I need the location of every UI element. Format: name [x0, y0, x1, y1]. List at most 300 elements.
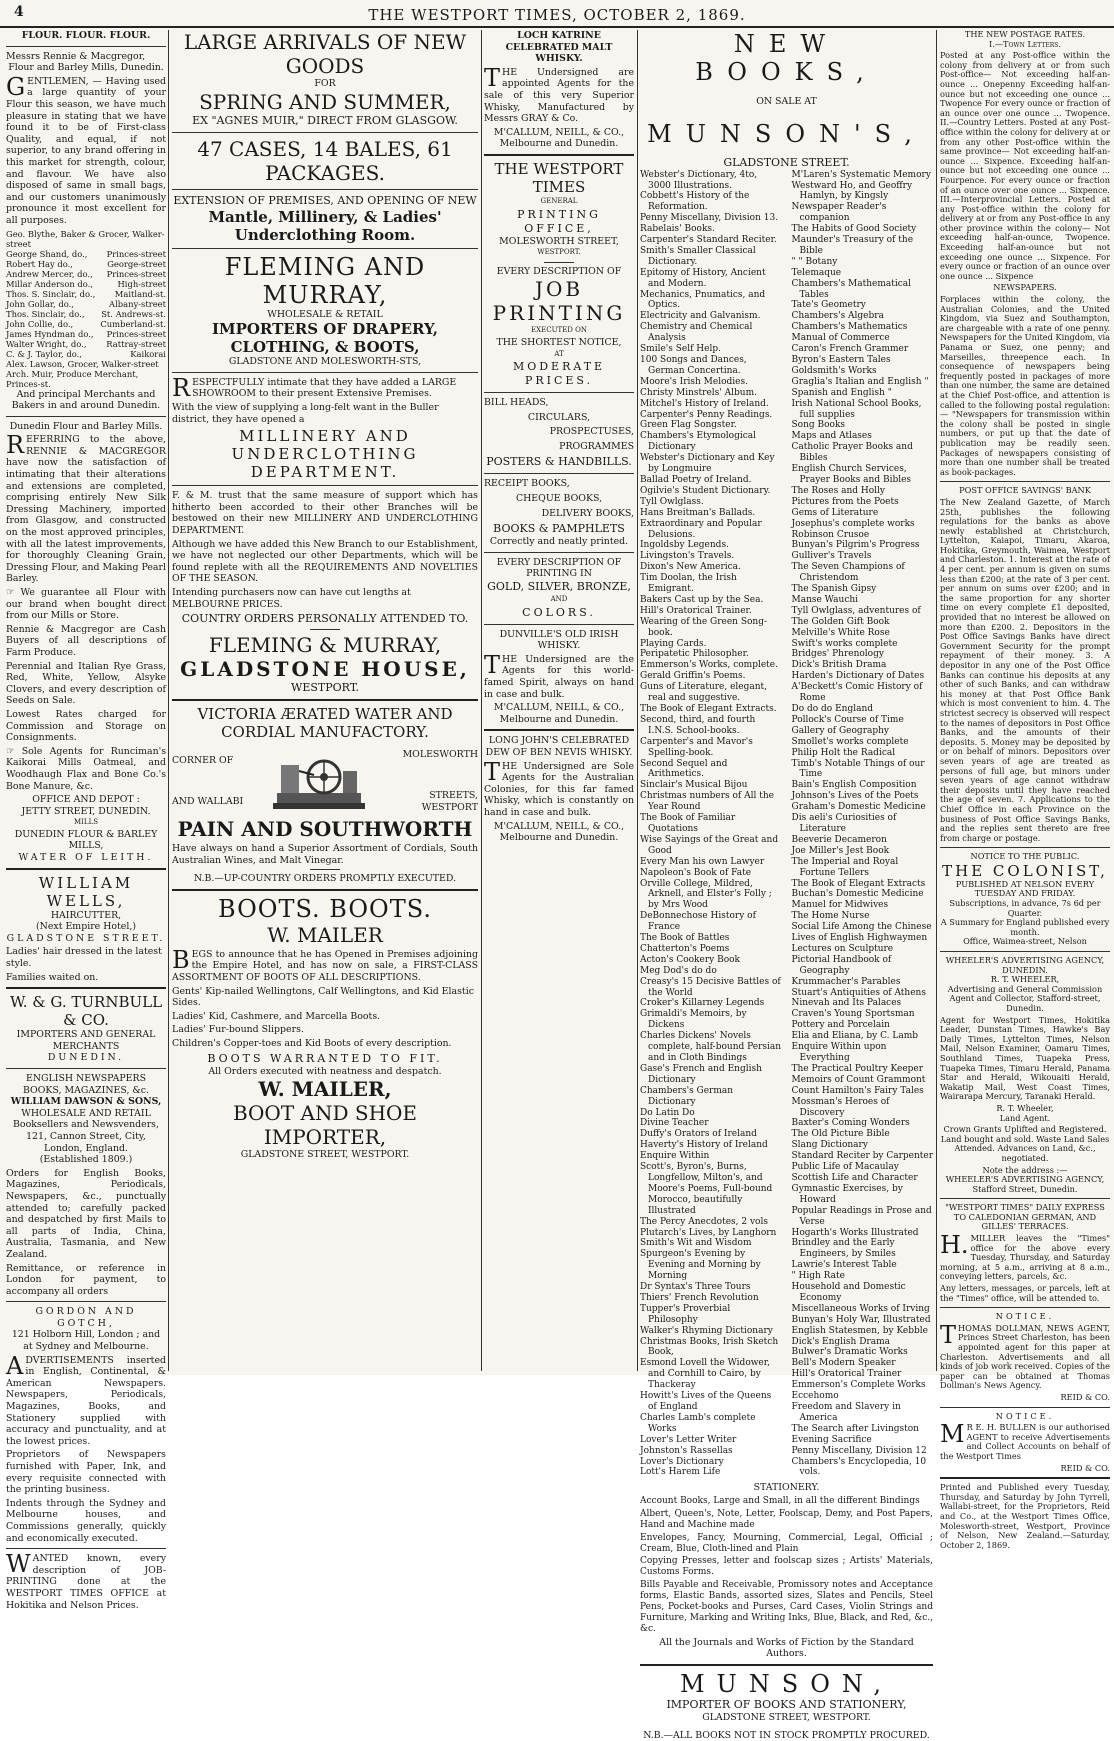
mantle-room: Mantle, Millinery, & Ladies' Underclothing Room. — [208, 207, 442, 244]
postage-heading: THE NEW POSTAGE RATES. — [964, 29, 1086, 39]
millinery-dept: MILLINERY AND UNDERCLOTHING DEPARTMENT. — [231, 427, 419, 482]
book-item: Moore's Irish Melodies. — [640, 376, 748, 387]
column-5 — [940, 29, 1110, 1550]
printing-office: PRINTING OFFICE, — [517, 207, 601, 235]
ladies-hair: Ladies' hair dressed in the latest style. — [6, 946, 162, 970]
print-item: PROSPECTUSES, — [549, 426, 634, 438]
gold-silver: GOLD, SILVER, BRONZE, — [487, 580, 631, 594]
book-item: Creasy's 15 Decisive Battles of the World — [640, 976, 781, 998]
book-item: Penny Miscellany, Division 12 — [791, 1445, 927, 1456]
rt-wheeler-2: R. T. Wheeler, — [996, 1102, 1054, 1113]
book-item: Gase's French and English Dictionary — [640, 1063, 762, 1085]
book-item: Beeverie Decameron — [791, 834, 887, 845]
book-item: Ninevah and Its Palaces — [791, 998, 902, 1009]
book-item: Hill's Oratorical Trainer. — [640, 605, 752, 616]
signer-row: Geo. Blythe, Baker & Grocer, Walker-street — [6, 228, 165, 249]
signer-row: Thos. Sinclair, do., St. Andrews-st. — [6, 308, 166, 319]
up-country: N.B.—UP-COUNTRY ORDERS PROMPTLY EXECUTED. — [193, 873, 457, 885]
nb-books: N.B.—ALL BOOKS NOT IN STOCK PROMPTLY PROCURED. — [643, 1729, 930, 1741]
book-item: The Practical Poultry Keeper — [791, 1063, 924, 1074]
pointing-hand-icon: ☞ — [6, 745, 22, 757]
book-item: Chambers's Mathematics — [791, 322, 908, 333]
book-item: The Book of Elegant Extracts — [791, 878, 926, 889]
book-item: The Imperial and Royal Fortune Tellers — [791, 856, 899, 878]
wheeler-agency: WHEELER'S ADVERTISING AGENCY, — [945, 1174, 1105, 1185]
book-item: A'Beckett's Comic History of Rome — [791, 682, 923, 704]
book-item: Tyll Owlglass, adventures of — [791, 605, 921, 616]
book-item: Grimaldi's Memoirs, by Dickens — [640, 1009, 747, 1031]
book-item: Webster's Dictionary and Key by Longmuire — [640, 453, 775, 475]
book-item: Bulwer's Dramatic Works — [791, 1347, 908, 1358]
book-item: Household and Domestic Economy — [791, 1282, 906, 1303]
next-empire: (Next Empire Hotel,) — [36, 921, 136, 933]
pointing-hand-icon: ☞ — [6, 587, 21, 598]
book-item: Christmas Books, Irish Sketch Book, — [640, 1336, 779, 1358]
haircutter: HAIRCUTTER, — [50, 909, 122, 921]
journals-text: All the Journals and Works of Fiction by the Standard Authors. — [659, 1636, 914, 1660]
children-boots: Children's Copper-toes and Kid Boots of every description. — [172, 1038, 452, 1050]
indents-text: Indents through the Sydney and Melbourne houses, and Commissions generally, quickly and economically executed. — [6, 1497, 166, 1544]
book-item: Telemaque — [791, 267, 842, 278]
remittance-text: Remittance, or reference in London for payment, to accompany all orders — [6, 1262, 166, 1297]
large-arrivals: LARGE ARRIVALS OF NEW GOODS — [183, 30, 467, 78]
page-header — [0, 0, 1114, 28]
book-item: Song Books — [791, 420, 846, 431]
book-item: Johnson's Lives of the Poets — [791, 791, 919, 802]
and-wallabi: AND WALLABI — [172, 796, 244, 808]
book-item: Haverty's History of Ireland — [640, 1140, 768, 1151]
masthead-title: THE WESTPORT TIMES, OCTOBER 2, 1869. — [368, 6, 746, 24]
stationery-item: Bills Payable and Receivable, Promissory notes and Acceptance forms, Elastic Bands, assorted sizes, Slates and Pencils, Steel Pens, Pocket-books and Purses, Card Cases, Violin Strings and Furniture, Marking and Writing Inks, Blue, Black, and Red, &c., &c. — [640, 1580, 933, 1634]
book-item: Josephus's complete works — [791, 518, 915, 529]
book-item: Bunyan's Pilgrim's Progress — [791, 540, 920, 551]
book-item: Harden's Dictionary of Dates — [791, 671, 925, 682]
book-item: Carpenter's Standard Reciter. — [640, 235, 777, 246]
executed-on: EXECUTED ON — [531, 326, 587, 335]
book-item: Christmas numbers of All the Year Round — [640, 791, 774, 813]
dollman-text: THOMAS DOLLMAN, NEWS AGENT, Princes Street Charleston, has been appointed agent for this paper at Charleston. Advertisements and all kinds of job work received. Copies of the paper can be obtained at Thomas Dollman's News Agency. — [940, 1320, 1110, 1391]
signers-list — [6, 229, 166, 389]
agnes-muir: EX "AGNES MUIR," DIRECT FROM GLASGOW. — [192, 113, 458, 127]
postage-text: Posted at any Post-office within the colony from delivery at or from such Post-office— Not exceeding half-an-ounce ... Onepenny Exceeding half-an-ounce but not exceeding one ounce ... Twopence For every ounce or fraction of an ounce over one ounce ... Twopence. II.—Country Letters. Posted at any Post-office within the colony for delivery at or from any other Post-office within the same province— Not exceeding half-an-ounce ... Sixpence. Exceeding half-an-ounce but not exceeding one ounce ... Fourpence. For every ounce or fraction of an ounce over one ounce ... Sixpence. III.—Interprovincial Letters. Posted at any Post-office within the colony for delivery at or from any Post-office in any other province within the colony— Not exceeding half-an-ounce, Twopence. Exceeding half-an-ounce but not exceeding one ounce ... Sixpence. For every ounce or fraction of an ounce over one ounce ... Sixpence — [940, 50, 1110, 281]
respectfully-text: RESPECTFULLY intimate that they have added a LARGE SHOWROOM to their present Extensive Premises. — [172, 373, 457, 402]
dunedin-flour-mills: DUNEDIN FLOUR & BARLEY MILLS, — [14, 828, 158, 852]
book-item: The Percy Anecdotes, 2 vols — [640, 1216, 768, 1227]
book-item: Goldsmith's Works — [791, 365, 877, 376]
mills-label: MILLS — [73, 818, 99, 827]
book-item: Christy Minstrels' Album. — [640, 387, 757, 398]
cordials-text: Have always on hand a Superior Assortment of Cordials, South Australian Wines, and Malt Vinegar. — [172, 843, 478, 866]
streets-westport: STREETS, WESTPORT — [421, 790, 478, 813]
book-item: Tim Doolan, the Irish Emigrant. — [640, 573, 737, 595]
book-item: Electricity and Galvanism. — [640, 311, 761, 322]
importer-books: IMPORTER OF BOOKS AND STATIONERY, — [666, 1698, 907, 1711]
every-description-2: EVERY DESCRIPTION OF — [496, 556, 622, 568]
book-item: Meg Dod's do do — [640, 965, 717, 976]
melbourne-3: Melbourne and Dunedin. — [499, 832, 619, 844]
ladies-fur: Ladies' Fur-bound Slippers. — [172, 1024, 304, 1036]
corner-of: CORNER OF — [172, 754, 234, 766]
book-item: Peripatetic Philosopher. — [640, 649, 749, 660]
book-item: Ogilvie's Student Dictionary. — [640, 485, 771, 496]
colonist-published: PUBLISHED AT NELSON EVERY TUESDAY AND FRIDAY. — [955, 878, 1095, 899]
dunville-undersigned: THE Undersigned are the Agents for this world-famed Spirit, always on hand in case and bulk. — [484, 650, 634, 700]
book-item: Sinclair's Musical Bijou — [640, 780, 748, 791]
signer-row: Walter Wright, do., Rattray-street — [6, 338, 166, 349]
land-agent: Land Agent. — [999, 1112, 1051, 1123]
printing-in: PRINTING IN — [526, 568, 592, 580]
stationery-item: Account Books, Large and Small, in all the different Bindings — [640, 1495, 920, 1506]
book-item: Graglia's Italian and English " — [791, 376, 929, 387]
signer-row: Millar Anderson do., High-street — [6, 278, 166, 289]
book-item: Duffy's Orators of Ireland — [640, 1129, 757, 1140]
colonist-office: Office, Waimea-street, Nelson — [963, 936, 1087, 947]
book-item: The Seven Champions of Christendom — [791, 562, 905, 584]
book-item: Manual of Commerce — [791, 333, 890, 344]
mccallum-1: M'CALLUM, NEILL, & CO., — [493, 126, 625, 138]
book-item: Caron's French Grammer — [791, 344, 909, 355]
book-item: Carpenter's Penny Readings. — [640, 409, 773, 420]
imprint: Printed and Published every Tuesday, Thursday, and Saturday by John Tyrrell, Wallabi-street, for the Proprietors, Reid and Co., at the Westport Times Office, Molesworth-street, Westport, Province of Nelson, New Zealand.—Saturday, October 2, 1869. — [940, 1482, 1110, 1550]
book-item: Every Man his own Lawyer — [640, 856, 765, 867]
advertisements-text: ADVERTISEMENTS inserted in English, Continental, & American Newspapers. Newspapers, Periodicals, Magazines, Books, and Stationery supplied with accuracy and punctuality, and at the lowest prices. — [6, 1351, 166, 1447]
for-label: FOR — [314, 78, 336, 89]
signer-row: George Shand, do., Princes-street — [6, 248, 166, 259]
cases-bales: 47 CASES, 14 BALES, 61 PACKAGES. — [197, 136, 453, 185]
testimonial-text: GENTLEMEN, — Having used a large quantity of your Flour this season, we have much pleasure in stating that we have found it to be of First-class Quality, and equal, if not superior, to any brand offering in this market for strength, colour, and flavour. We have also disposed of same in small bags, and our customers unanimously pronounce it most excellent for all purposes. — [6, 72, 166, 226]
book-item: Hans Breitman's Ballads. — [640, 507, 756, 518]
signer-row: John Gollar, do., Albany-street — [6, 298, 166, 309]
book-item: Napoleon's Book of Fate — [640, 867, 752, 878]
book-item: Freedom and Slavery in America — [791, 1402, 901, 1423]
rennie-sub: Flour and Barley Mills, Dunedin. — [8, 62, 164, 74]
book-item: Hogarth's Works Illustrated — [791, 1227, 919, 1238]
book-item: Green Flag Songster. — [640, 420, 737, 431]
book-item: Stuart's Antiquities of Athens — [791, 987, 926, 998]
book-item: Spurgeon's Evening by Evening and Morning by Morning — [640, 1249, 761, 1282]
agents-text: ☞ Sole Agents for Runciman's Kaikorai Mills Oatmeal, and Woodhaugh Flax and Bone Co.'s Bone Manure, &c. — [6, 745, 167, 792]
book-item: " " Botany — [791, 256, 838, 267]
mccallum-3: M'CALLUM, NEILL, & CO., — [493, 820, 625, 832]
savings-heading: POST OFFICE SAVINGS' BANK — [959, 485, 1091, 496]
gladstone-street: GLADSTONE STREET. — [6, 932, 166, 944]
book-item: Wearing of the Green Song-book. — [640, 616, 768, 638]
molesworth-street: MOLESWORTH STREET, — [499, 235, 619, 247]
book-item: Extraordinary and Popular Delusions. — [640, 518, 762, 540]
although-text: Although we have added this New Branch to our Establishment, we have not neglected our other Departments, which will be found replete with all the REQUIREMENTS AND NOVELTIES OF THE SEASON. — [172, 538, 478, 585]
book-item: Do do do England — [791, 704, 874, 714]
book-item: The Home Nurse — [791, 911, 870, 922]
rates-text: Lowest Rates charged for Commission and Storage on Consignments. — [6, 708, 166, 744]
savings-text: The New Zealand Gazette, of March 25th, publishes the following regulations for the banks as above newly established at Christchurch, Lyttelton, Kaiapoi, Timaru, Akaroa, Hokitika, Greymouth, Waimea, Westport and Charleston. 1. Interest at the rate of 4 per cent. per annum is given on sums less than £200; at the rate of 3 per cent. per annum on sums over £200; and in the same proportion for any shorter time on every complete £1 deposited, provided that no interest be allowed on more than £200. 2. Depositors in the Post Office Savings Banks have direct Government Security for the prompt repayment of their money. 3. A depositor in any one of the Post Office Banks can continue his deposits at any other of such Banks, and can withdraw his money at that Post Office Bank which is most convenient to him. 4. The strictest secrecy is observed will respect to the names of depositors in Post Office Banks, and the amounts of their deposits. 5. Money may be deposited by or on behalf of minors. Depositors over seven years of age are treated as persons of full age, but minors under seven years of age cannot withdraw their deposits until they have reached the age of seven. 7. Applications to the Chief Office in each Province on the business of Post Office Savings Banks, and the replies sent thereto are free from charge or postage. — [940, 496, 1110, 843]
book-item: Webster's Dictionary, 4to, 3000 Illustrations. — [640, 169, 758, 191]
book-item: 100 Songs and Dances, German Concertina. — [640, 355, 747, 376]
all-orders: All Orders executed with neatness and despatch. — [208, 1065, 442, 1077]
subscriptions: Subscriptions, in advance, 7s 6d per Quarter. — [949, 898, 1101, 918]
book-item: Baxter's Coming Wonders — [791, 1118, 910, 1129]
referring-text: REFERRING to the above, RENNIE & MACGREGOR have now the satisfaction of intimating that their alterations and extensions are completed, comprising entirely New Silk Dressing Machinery, imported from Glasgow, and constructed on the most approved principles, with all the latest improvements, for thoroughly Cleaning Grain, Dressing Flour, and Making Pearl Barley. — [6, 431, 166, 585]
book-item: Rabelais' Books. — [640, 224, 715, 235]
book-item: Croker's Killarney Legends — [640, 998, 765, 1009]
book-item: Bain's English Composition — [791, 780, 917, 791]
dawson-sub: WHOLESALE AND RETAIL Booksellers and Newsvenders, 121, Cannon Street, City, London, England. — [13, 1107, 159, 1154]
book-item: Lectures on Sculpture — [791, 943, 894, 954]
moderate-prices: MODERATE PRICES. — [512, 360, 606, 388]
book-item: DeBonnechose History of France — [640, 911, 756, 933]
book-item: Manuel for Midwives — [791, 900, 889, 911]
stationery-list — [640, 1496, 933, 1635]
miller-text: H.MILLER leaves the "Times" office for the above every Tuesday, Thursday, and Saturday morning, at 5 a.m., arriving at 8 a.m., conveying letters, parcels, &c. — [940, 1231, 1110, 1282]
rt-text: Advertising and General Commission Agent and Collector, Stafford-street, Dunedin. — [947, 983, 1103, 1013]
any-letters: Any letters, messages, or parcels, left at the "Times" office, will be attended to. — [940, 1283, 1110, 1303]
book-item: Enquire Within upon Everything — [791, 1042, 887, 1063]
book-item: Chatterton's Poems — [640, 943, 730, 954]
print-item: RECEIPT BOOKS, — [484, 478, 570, 490]
book-item: Orville College, Mildred, Arknell, and Elster's Folly ; by Mrs Wood — [640, 878, 772, 911]
book-item: Buchan's Domestic Medicine — [791, 889, 924, 900]
book-item: Manse Wauchi — [791, 594, 859, 605]
book-item: Smollet's works complete — [791, 736, 909, 747]
book-item: Smith's Smaller Classical Dictionary. — [640, 245, 756, 267]
gladstone-house: GLADSTONE HOUSE, — [180, 657, 470, 682]
book-item: Evening Sacrifice — [791, 1434, 872, 1445]
begs-text: BEGS to announce that he has Opened in Premises adjoining the Empire Hotel, and has now on sale, a FIRST-CLASS ASSORTMENT OF BOOTS OF ALL DESCRIPTIONS. — [172, 945, 478, 984]
stationery-heading: STATIONERY. — [753, 1482, 820, 1494]
book-item: Joe Miller's Jest Book — [791, 845, 890, 856]
book-item: English Church Services, Prayer Books and Bibles — [791, 464, 912, 485]
book-item: Scott's, Byron's, Burns, Longfellow, Milton's, and Moore's Poems, Full-bound Morocco, beautifully Illustrated — [640, 1162, 773, 1216]
book-item: Maps and Atlases — [791, 431, 872, 442]
book-item: Bakers Cast up by the Sea. — [640, 594, 764, 605]
book-item: Bell's Modern Speaker — [791, 1358, 896, 1369]
book-item: Bunyan's Holy War, Illustrated — [791, 1314, 931, 1325]
english-newspapers: ENGLISH NEWSPAPERS BOOKS, MAGAZINES, &c. — [22, 1073, 149, 1096]
gladstone-street-westport: GLADSTONE STREET, WESTPORT. — [240, 1149, 410, 1161]
stationery-item: Albert, Queen's, Note, Letter, Foolscap, Demy, and Post Papers, Hand and Machine made — [640, 1508, 933, 1530]
wells-name: WILLIAM WELLS, — [38, 873, 134, 910]
column-2 — [172, 30, 478, 1371]
correctly-printed: Correctly and neatly printed. — [489, 536, 629, 548]
seeds-text: Perennial and Italian Rye Grass, Red, White, Yellow, Alsyke Clovers, and every description of Seeds on Sale. — [6, 660, 166, 707]
book-item: Chambers's Mathematical Tables — [791, 278, 912, 300]
book-item: English Statesmen, by Kebble — [791, 1325, 928, 1336]
book-item: Acton's Cookery Book — [640, 954, 740, 965]
w-mailer-2: W. MAILER, — [258, 1077, 392, 1102]
colonist: THE COLONIST, — [942, 861, 1108, 880]
book-item: Lover's Dictionary — [640, 1456, 724, 1467]
shortest-notice: THE SHORTEST NOTICE, — [496, 336, 622, 348]
book-item: Pictorial Handbook of Geography — [791, 954, 892, 976]
wanted-text: WANTED known, every description of JOB-PRINTING done at the WESTPORT TIMES OFFICE at Hokitika and Nelson Prices. — [6, 1550, 166, 1611]
signer-row: Robert Hay do., George-street — [6, 258, 166, 269]
boot-shoe-importer: BOOT AND SHOE IMPORTER, — [232, 1101, 418, 1150]
water-of-leith: WATER OF LEITH. — [18, 852, 154, 864]
book-item: Mitchel's History of Ireland. — [640, 398, 769, 409]
book-item: Irish National School Books, full supplies — [791, 398, 922, 420]
print-item: BILL HEADS, — [484, 397, 549, 409]
book-item: The Book of Familiar Quotations — [640, 813, 736, 834]
column-4 — [640, 30, 934, 1741]
turnbull-dunedin: DUNEDIN. — [47, 1052, 125, 1064]
book-item: Ingoldsby Legends. — [640, 540, 729, 551]
signer-row: Alex. Lawson, Grocer, Walker-street — [6, 358, 159, 369]
victoria-aerated: VICTORIA ÆRATED WATER AND CORDIAL MANUFACTORY. — [197, 705, 453, 742]
reid-2: REID & CO. — [1060, 1462, 1110, 1473]
trust-text: F. & M. trust that the same measure of support which has hitherto been accorded to their other Branches will be bestowed on their new MILLINERY AND UNDERCLOTHING DEPARTMENT. — [172, 490, 478, 536]
families: Families waited on. — [6, 971, 99, 983]
book-item: " High Rate — [791, 1271, 845, 1282]
signer-row: Thos. S. Sinclair, do., Maitland-st. — [6, 288, 166, 299]
town-letters: I.—Town Letters. — [989, 38, 1061, 49]
book-item: The Golden Gift Book — [791, 616, 890, 627]
book-item: Craven's Young Sportsman — [791, 1009, 915, 1020]
orders-text: Orders for English Books, Magazines, Periodicals, Newspapers, &c., punctually attended to; carefully packed and despatched by first Mails to all parts of India, China, Australia, Tasmania, and New Zealand. — [6, 1167, 166, 1260]
spring-summer: SPRING AND SUMMER, — [199, 89, 451, 114]
turnbull-importers: IMPORTERS AND GENERAL MERCHANTS — [16, 1029, 156, 1052]
book-item: Emmerson's Works, complete. — [640, 660, 778, 671]
boots-heading: BOOTS. BOOTS. — [218, 894, 432, 923]
gents-boots: Gents' Kip-nailed Wellingtons, Calf Wellingtons, and Kid Elastic Sides. — [172, 985, 474, 1009]
westport-times: THE WESTPORT TIMES — [494, 159, 624, 196]
book-item: Gymnastic Exercises, by Howard — [791, 1183, 903, 1205]
stationery-item: Copying Presses, letter and foolscap sizes ; Artists' Materials, Customs Forms. — [640, 1556, 933, 1578]
mills-heading: Dunedin Flour and Barley Mills. — [9, 420, 163, 432]
proprietors-text: Proprietors of Newspapers furnished with Paper, Ink, and every requisite connected with the printing business. — [6, 1449, 166, 1496]
book-item: Howitt's Lives of the Queens of England — [640, 1391, 772, 1412]
boots-warranted: BOOTS WARRANTED TO FIT. — [207, 1051, 443, 1065]
gordon-gotch: GORDON AND GOTCH, — [35, 1306, 137, 1329]
book-item: Hill's Oratorical Trainer — [791, 1369, 902, 1380]
book-item: Robinson Crusoe — [791, 529, 870, 540]
book-item: Public Life of Macaulay — [791, 1162, 899, 1173]
book-item: Chambers's Algebra — [791, 311, 884, 322]
book-item: Social Life Among the Chinese — [791, 922, 932, 933]
book-item: Memoirs of Count Grammont — [791, 1074, 926, 1085]
book-item: Bridges' Phrenology — [791, 649, 884, 660]
fleming-murray-2: FLEMING & MURRAY, — [208, 633, 442, 658]
book-item: Dick's British Drama — [791, 660, 887, 671]
country-orders: COUNTRY ORDERS PERSONALLY ATTENDED TO. — [181, 612, 469, 626]
newspapers-text: Forplaces within the colony, the Australian Colonies, and the United Kingdom, via Suez and Southampton, are chargeable with a rate of one penny. Newspapers for the United Kingdom, via Panama or Suez, one penny; and Marseilles, threepence each. In consequence of newspapers being frequently posted in packages of more than one number, the same are detained at the Chief Post-office, and attention is called to the following postal regulation:— "Newspapers for transmission within the colony shall be posted in single numbers, or put up that the date of publication may be readily seen. Packages of newspapers consisting of more than one number shall be treated as book-packages. — [940, 294, 1110, 477]
established: (Established 1809.) — [39, 1154, 133, 1166]
print-items-2 — [484, 478, 634, 519]
book-item: Chemistry and Chemical Analysis — [640, 322, 753, 344]
book-item: The Book of Battles — [640, 933, 730, 944]
book-item: Johnston's Rassellas — [640, 1445, 733, 1456]
signer-row: Arch. Muir, Produce Merchant, Princes-st. — [6, 368, 139, 389]
machinery-engraving-icon — [269, 745, 369, 817]
print-item: CHEQUE BOOKS, — [515, 493, 603, 505]
column-1 — [6, 30, 167, 1611]
signer-row: C. & J. Taylor, do., Kaikorai — [6, 348, 166, 359]
notice-2: NOTICE. — [995, 1410, 1055, 1421]
print-item: DELIVERY BOOKS, — [541, 507, 634, 519]
book-item: Enquire Within — [640, 1151, 710, 1162]
melbourne-2: Melbourne and Dunedin. — [499, 713, 619, 725]
book-item: Dr Syntax's Three Tours — [640, 1282, 751, 1293]
book-item: Philip Holt the Radical — [791, 747, 896, 758]
note-address: Note the address :— — [982, 1164, 1068, 1175]
new-books: NEW BOOKS, — [695, 30, 878, 86]
rennie-address: Messrs Rennie & Macgregor, — [6, 50, 146, 62]
colors: COLORS. — [522, 605, 596, 619]
signer-row: John Collie, do., Cumberland-st. — [6, 318, 166, 329]
long-undersigned: THE Undersigned are Sole Agents for the Australian Colonies, for this far famed Whisky, which is constantly on hand in case and bulk. — [484, 757, 634, 818]
book-item: Lawrie's Interest Table — [791, 1260, 897, 1271]
book-item: Timb's Notable Things of our Time — [791, 758, 925, 780]
print-item: CIRCULARS, — [527, 411, 591, 423]
book-item: Thiers' French Revolution — [640, 1292, 759, 1303]
westport-label: WESTPORT. — [537, 248, 581, 257]
book-item: Popular Readings in Prose and Verse — [791, 1205, 932, 1227]
turnbull-name: W. & G. TURNBULL & CO. — [9, 993, 163, 1030]
wholesale: WHOLESALE & RETAIL — [267, 308, 383, 320]
gladstone-street: GLADSTONE STREET. — [723, 155, 850, 169]
gladstone-westport: GLADSTONE STREET, WESTPORT. — [702, 1712, 871, 1723]
book-item: The Spanish Gipsy — [791, 584, 877, 595]
book-item: Pottery and Porcelain — [791, 1020, 890, 1031]
stationery-item: Envelopes, Fancy, Mourning, Commercial, Legal, Official ; Cream, Blue, Cloth-lined and Plain — [640, 1532, 933, 1554]
book-item: Tyll Owlglass. — [640, 496, 704, 507]
print-item: PROGRAMMES — [559, 440, 634, 452]
cash-text: Rennie & Macgregor are Cash Buyers of all descriptions of Farm Produce. — [6, 623, 166, 658]
book-item: Lott's Harem Life — [640, 1467, 721, 1478]
book-item: Carpenter's and Mavor's Spelling-book. — [640, 736, 753, 758]
book-item: The Habits of Good Society — [791, 224, 917, 235]
book-item: Miscellaneous Works of Irving — [791, 1303, 930, 1314]
mccallum-2: M'CALLUM, NEILL, & CO., — [493, 702, 625, 714]
book-item: Newspaper Reader's companion — [791, 202, 887, 224]
book-item: Gallery of Geography — [791, 725, 890, 736]
book-item: Dis aeli's Curiosities of Literature — [791, 813, 897, 834]
signer-row: James Hyndman do., Princes-street — [6, 328, 166, 339]
bullen-text: MR E. H. BULLEN is our authorised AGENT to receive Advertisements and Collect Accounts on behalf of the Westport Times — [940, 1420, 1110, 1461]
office-depot: OFFICE AND DEPOT : — [32, 794, 140, 806]
book-item: Dick's English Drama — [791, 1336, 890, 1347]
westport: WESTPORT. — [291, 681, 359, 695]
view-text: With the view of supplying a long-felt want in the Buller district, they have opened a — [172, 401, 439, 425]
loch-katrine: LOCH KATRINE CELEBRATED MALT WHISKY. — [505, 30, 613, 65]
book-item: Plutarch's Lives, by Langhorn — [640, 1227, 777, 1238]
book-item: Standard Reciter by Carpenter — [791, 1151, 934, 1162]
book-item: Tate's Geometry — [791, 300, 866, 311]
crown-grants: Crown Grants Uplifted and Registered. Land bought and sold. Waste Land Sales Attended. Advances on Land, &c., negotiated. — [940, 1124, 1110, 1163]
book-item: Pictures from the Poets — [791, 496, 899, 507]
dunville: DUNVILLE'S OLD IRISH WHISKY. — [499, 628, 619, 652]
book-item: The Search after Livingston — [791, 1423, 919, 1434]
signers-tail: And principal Merchants and Bakers in and around Dunedin. — [11, 388, 161, 412]
book-item: Chambers's German Dictionary — [640, 1085, 734, 1107]
books-pamphlets: BOOKS & PAMPHLETS — [493, 522, 625, 536]
book-item: The Book of Elegant Extracts. — [640, 704, 777, 714]
long-john: LONG JOHN'S CELEBRATED DEW OF BEN NEVIS WHISKY. — [485, 735, 633, 758]
at-label: AT — [554, 349, 564, 358]
book-item: Emmerson's Complete Works — [791, 1380, 926, 1391]
general-label: GENERAL — [540, 196, 578, 205]
book-item: Gulliver's Travels — [791, 551, 872, 562]
book-item: Charles Lamb's complete Works — [640, 1412, 756, 1434]
book-item: Divine Teacher — [640, 1118, 709, 1129]
book-item: Do Latin Do — [640, 1107, 695, 1118]
book-item: Dixon's New America. — [640, 562, 741, 573]
book-item: Catholic Prayer Books and Bibles — [791, 442, 913, 464]
book-item: Smith's Wit and Wisdom — [640, 1238, 752, 1249]
reid-1: REID & CO. — [1060, 1391, 1110, 1402]
book-item: Livingston's Travels. — [640, 551, 735, 562]
notice-public: NOTICE TO THE PUBLIC. — [970, 851, 1080, 862]
dawson-name: WILLIAM DAWSON & SONS, — [10, 1096, 162, 1108]
fleming-murray: FLEMING AND MURRAY, — [224, 252, 426, 309]
